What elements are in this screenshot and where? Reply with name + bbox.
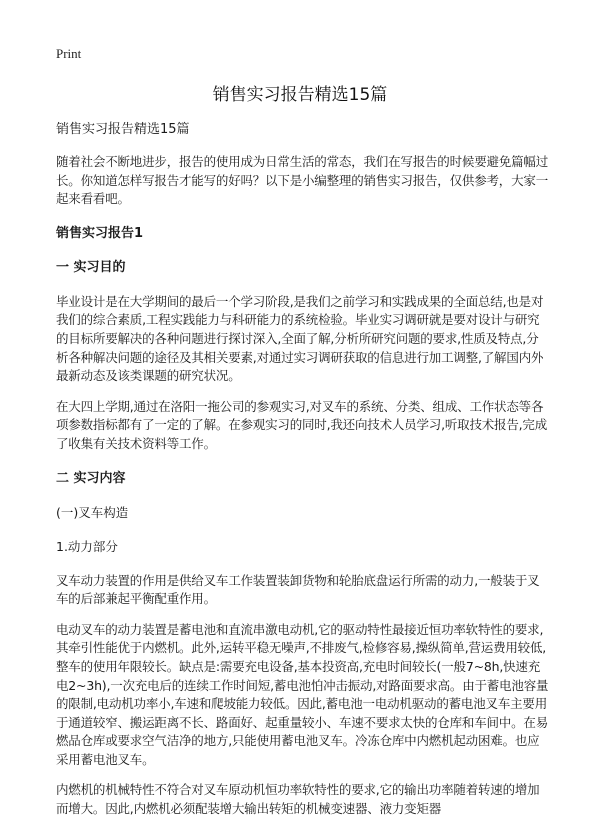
content-paragraph-2: 电动叉车的动力装置是蓄电池和直流串激电动机,它的驱动特性最接近恒功率软特性的要求,其牵引性能优于内燃机。此外,运转平稳无噪声,不排废气,检修容易,操纵简单,营运费用较低,整车的使用年限较长。缺点是:需要充电设备,基本投资高,充电时间较长(一般7~8h,快速充电2~3h),一次充电后的连续工作时间短,蓄电池怕冲击振动,对路面要求高。由于蓄电池容量的限制,电动机功率小,车速和爬坡能力较低。因此,蓄电池一电动机驱动的蓄电池叉车主要用于通道较窄、搬运距离不长、路面好、起重量较小、车速不要求太快的仓库和车间中。在易燃品仓库或要求空气洁净的地方,只能使用蓄电池叉车。冷冻仓库中内燃机起动困难。也应采用蓄电池叉车。 xyxy=(56,621,549,767)
content-paragraph-1: 叉车动力装置的作用是供给叉车工作装置装卸货物和轮胎底盘运行所需的动力,一般装于叉车的后部兼起平衡配重作用。 xyxy=(56,572,540,607)
section-heading-purpose: 一 实习目的 xyxy=(56,259,126,275)
intro-paragraph: 随着社会不断地进步，报告的使用成为日常生活的常态，我们在写报告的时候要避免篇幅过长。你知道怎样写报告才能写的好吗？以下是小编整理的销售实习报告，仅供参考，大家一起来看看吧。 xyxy=(56,154,549,207)
document-subtitle: 销售实习报告精选15篇 xyxy=(56,122,190,137)
subsection-power: 1.动力部分 xyxy=(56,538,118,554)
purpose-paragraph-2: 在大四上学期,通过在洛阳一拖公司的参观实习,对叉车的系统、分类、组成、工作状态等各项参数指标都有了一定的了解。在参观实习的同时,我还向技术人员学习,听取技术报告,完成了收集有关技术资料等工作。 xyxy=(56,398,548,451)
print-link[interactable]: Print xyxy=(56,46,82,61)
section-heading-content: 二 实习内容 xyxy=(56,470,126,486)
report-heading: 销售实习报告1 xyxy=(56,225,144,241)
page-title: 销售实习报告精选15篇 xyxy=(212,85,388,105)
purpose-paragraph-1: 毕业设计是在大学期间的最后一个学习阶段,是我们之前学习和实践成果的全面总结,也是对我们的综合素质,工程实践能力与科研能力的系统检验。毕业实习调研就是要对设计与研究的目标所要解决的各种问题进行探讨深入,全面了解,分析所研究问题的要求,性质及特点,分析各种解决问题的途径及其相关要素,对通过实习调研获取的信息进行加工调整,了解国内外最新动态及该类课题的研究状况。 xyxy=(56,293,544,384)
subsection-forklift-structure: (一)叉车构造 xyxy=(56,504,129,520)
document-body xyxy=(56,121,550,831)
content-paragraph-3: 内燃机的机械特性不符合对叉车原动机恒功率软特性的要求,它的输出功率随着转速的增加而增大。因此,内燃机必须配装增大输出转矩的机械变速器、液力变矩器 xyxy=(56,782,540,817)
